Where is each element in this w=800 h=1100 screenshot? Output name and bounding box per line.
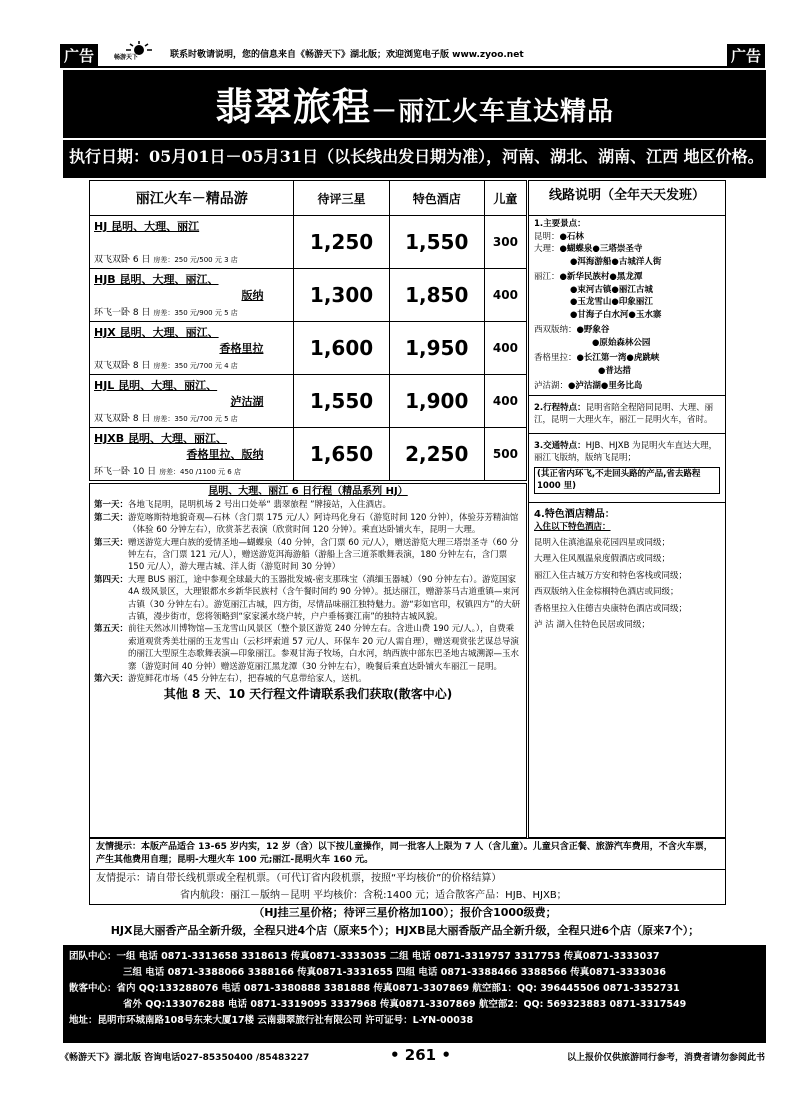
table-row: [90, 375, 527, 428]
itinerary-box: [89, 483, 527, 838]
section-features: 2.行程特点：昆明省陪全程陪同昆明、大理、丽江，昆明－大理火车，丽江－昆明火车，省时。: [534, 402, 714, 425]
itinerary-title: 昆明、大理、丽江 6 日行程（精品系列 HJ）: [208, 486, 408, 497]
contact-line: 三组 电话 0871-3388066 3388166 传真0871-3331655 四组 电话 0871-3388466 3388566 传真0871-3333036: [123, 967, 666, 978]
contact-line: 团队中心：一组 电话 0871-3313658 3318613 传真0871-3333035 二组 电话 0871-3319757 3317753 传真0871-3333037: [69, 951, 660, 962]
itinerary-day: 第二天： 游览喀斯特地貌奇观—石林（含门票 175 元/人）阿诗玛化身石（游览时间 120 分钟），体验芬芳精油馆（体验 60 分钟左右），欣赏茶艺表演（欣赏时间 120 分钟）。乘直达卧铺火车，昆明－大理。: [94, 512, 519, 536]
hotel-line: 大理入住风凰温泉度假酒店或同级；: [534, 554, 671, 564]
spot-line: 泸沽湖：●泸沽湖●里务比岛: [534, 381, 643, 391]
spot-line: ●束河古镇●丽江古城: [570, 284, 653, 295]
execution-period: 执行日期：05月01日－05月31日（以长线出发日期为准），河南、湖北、湖南、江西 地区价格。: [69, 147, 764, 166]
divider: [60, 66, 765, 68]
hotel-line: 香格里拉入住德吉央康特色酒店或同级；: [534, 603, 688, 614]
price-3star: 1,650: [294, 428, 389, 481]
price-hotel: 1,950: [389, 322, 484, 375]
table-row: [90, 428, 527, 481]
route-cell: [90, 269, 294, 322]
section-main-spots: [529, 216, 725, 395]
ad-label-right: 广告: [727, 44, 765, 67]
hotel-line: 昆明入住滇池温泉花园四星或同级；: [534, 537, 671, 548]
route-name: HJL 昆明、大理、丽江、: [94, 379, 218, 392]
brand-name: 畅游天下: [114, 54, 139, 61]
route-name-cont: 香格里拉: [219, 342, 264, 355]
spot-line: ●普达措: [598, 365, 631, 376]
spot-line: 西双版纳：●野象谷: [534, 325, 610, 335]
column-header: 特色酒店: [389, 181, 484, 216]
notes-tip: 省内航段：丽江－版纳－昆明 平均核价：含税:1400 元；适合散客产品：HJB、HJXB；: [180, 890, 567, 901]
price-3star: 1,550: [294, 375, 389, 428]
notes-tip: 友情提示：请自带长线机票或全程机票。（可代订省内段机票，按照“平均核价”的价格结算）: [96, 873, 502, 884]
column-header: 丽江火车－精品游: [90, 181, 294, 216]
route-name-cont: 泸沽湖: [230, 395, 264, 408]
price-3star: 1,250: [294, 216, 389, 269]
table-row: [90, 322, 527, 375]
spot-line: 昆明：●石林: [534, 231, 584, 242]
page-title: 翡翠旅程: [214, 84, 371, 129]
ad-label-left: 广告: [60, 44, 98, 67]
itinerary-day: 第四天： 大理 BUS 丽江，途中参观全球最大的玉器批发城-密支那珠宝（滇缅玉器城）（90 分钟左右）。游览国家 4A 级风景区，大理银都水乡新华民族村（含午餐时间约 90 分钟）。抵达丽江，赠游茶马古道重镇—束河古镇（30 分钟左右）。游览丽江古城，四方街，尽情品味丽江独特魅力。游“彩如官印，权镇四方”的大研古镇，漫步街市，您将领略到“家家溪水绕户转，户户垂杨赛江南”的独特古城风貌。: [94, 574, 521, 623]
page-title-wrap: [63, 76, 766, 131]
route-name: HJB 昆明、大理、丽江、: [94, 273, 219, 286]
route-info: 双飞双卧 6 日 房差：250 元/500 元 3 店: [94, 255, 238, 265]
table-row: [90, 269, 527, 322]
price-table: [89, 180, 527, 481]
spot-line: ●洱海游船●古城洋人街: [570, 256, 662, 267]
route-name: HJ 昆明、大理、丽江: [94, 220, 200, 233]
upgrade-notice: [70, 904, 740, 940]
table-header-row: [90, 181, 527, 216]
hotel-line: 泸 沽 湖入住特色民居或同级；: [534, 620, 650, 630]
note-box: (其正省内环飞,不走回头路的产品,省去路程 1000 里): [534, 467, 720, 494]
itinerary-footer: 其他 8 天、10 天行程文件请联系我们获取(散客中心): [163, 686, 453, 701]
hotel-line: 西双版纳入住金棕榈特色酒店或同级；: [534, 587, 679, 597]
price-child: 300: [484, 216, 526, 269]
contact-line: 省外 QQ:133076288 电话 0871-3319095 3337968 传真0871-3307869 航空部2：QQ: 569323883 0871-3317549: [123, 999, 687, 1010]
route-info: 环飞一卧 10 日 房差：450 /1100 元 6 店: [94, 467, 241, 477]
route-name-cont: 香格里拉、版纳: [186, 448, 264, 461]
itinerary-day: 第三天： 赠送游览大理白族的爱情圣地—蝴蝶泉（40 分钟，含门票 60 元/人），赠送游览大理三塔崇圣寺（60 分钟左右，含门票 121 元/人），赠送游览洱海游船（游船上含三道茶歌舞表演，180 分钟左右，含门票 150 元/人），游大理古城、洋人街（游览时间 30 分钟）: [94, 537, 519, 573]
price-hotel: 1,900: [389, 375, 484, 428]
itinerary-day: 第六天： 游览鲜花市场（45 分钟左右），把春城的气息带给家人，送机。: [94, 674, 367, 685]
price-child: 500: [484, 428, 526, 481]
page-number: • 261 •: [390, 1046, 451, 1064]
route-cell: [90, 322, 294, 375]
table-row: [90, 216, 527, 269]
route-name: HJX 昆明、大理、丽江、: [94, 326, 219, 339]
page-subtitle: －丽江火车直达精品: [371, 97, 615, 127]
top-banner: [60, 38, 765, 68]
contact-line: 散客中心：省内 QQ:133288076 电话 0871-3380888 3381888 传真0871-3307869 航空部1：QQ: 396445506 0871-3352731: [69, 983, 680, 994]
footer-right: 以上报价仅供旅游同行参考，消费者请勿参阅此书: [566, 1053, 765, 1063]
spot-line: 大理：●蝴蝶泉●三塔崇圣寺: [534, 244, 643, 254]
price-hotel: 2,250: [389, 428, 484, 481]
banner-text: 联系时敬请说明，您的信息来自《畅游天下》湖北版；欢迎浏览电子版 www.zyoo.net: [170, 50, 524, 60]
route-notes-title: 线路说明（全年天天发班）: [529, 181, 725, 216]
price-3star: 1,300: [294, 269, 389, 322]
column-header: 待评三星: [294, 181, 389, 216]
notice-line: （HJ挂三星价格；待评三星价格加100）；报价含1000级费；: [253, 906, 557, 919]
price-hotel: 1,850: [389, 269, 484, 322]
price-child: 400: [484, 375, 526, 428]
route-info: 环飞一卧 8 日 房差：350 元/900 元 5 店: [94, 308, 238, 318]
route-cell: [90, 216, 294, 269]
page-header: [63, 70, 766, 178]
spot-line: 丽江：●新华民族村●黑龙潭: [534, 272, 643, 282]
contact-line: 地址：昆明市环城南路108号东来大厦17楼 云南翡翠旅行社有限公司 许可证号：L-YN-00038: [69, 1015, 474, 1026]
spot-line: ●甘海子白水河●玉水寨: [570, 309, 662, 320]
price-3star: 1,600: [294, 322, 389, 375]
price-child: 400: [484, 269, 526, 322]
hotel-line: 丽江入住古城万方安和特色客栈或同级；: [534, 570, 688, 581]
route-notes-panel: [528, 180, 726, 838]
route-name: HJXB 昆明、大理、丽江、: [94, 432, 227, 445]
section-hotels: 4.特色酒店精品： 入住以下特色酒店： 昆明入住滇池温泉花园四星或同级； 大理入住风凰温泉度假酒店或同级； 丽江入住古城万方安和特色客栈或同级； 西双版纳入住金棕榈特色酒店或同级； 香格里拉入住德吉央康特色酒店或同级； 泸 沽 湖入住特色民居或同级；: [529, 503, 725, 634]
price-hotel: 1,550: [389, 216, 484, 269]
spot-line: ●原始森林公园: [592, 337, 651, 348]
section-title: 1.主要景点：: [534, 219, 586, 229]
spot-line: ●玉龙雪山●印象丽江: [570, 297, 653, 307]
column-header: 儿童: [484, 181, 526, 216]
route-cell: [90, 375, 294, 428]
section-transport: 3.交通特点：HJB、HJXB 为昆明火车直达大理，丽江飞版纳，版纳飞昆明； (其正省内环飞,不走回头路的产品,省去路程 1000 里): [529, 434, 725, 496]
divider: [63, 138, 766, 140]
notes-tip: 友情提示：本版产品适合 13-65 岁内实，12 岁（含）以下按儿童操作，同一批客人上限为 7 人（含儿童）。儿童只含正餐、旅游汽车费用，不含火车票，产生其他费用自理；昆明-大理火车 100 元;丽江-昆明火车 160 元。: [90, 839, 725, 870]
itinerary-day: 第五天： 前往天然冰川博物馆—玉龙雪山风景区（整个景区游览 240 分钟左右。含进山费 190 元/人。），自费乘索道观赏秀美壮丽的玉龙雪山（云杉坪索道 57 元/人、环保车 20 元/人需自理），赠送观赏张艺谋总导演的丽江大型原生态歌舞表演—印象丽江。参观甘海子牧场，白水河，纳西族中部东巴圣地古城溯源—玉水寨（游览时间 40 分钟）赠送游览丽江黑龙潭（30 分钟左右），晚餐后乘直达卧铺火车丽江－昆明。: [94, 624, 520, 672]
price-child: 400: [484, 322, 526, 375]
footer-left: 《畅游天下》湖北版 咨询电话027-85350400 /85483227: [60, 1053, 310, 1063]
route-info: 双飞双卧 8 日 房差：350 元/700 元 5 店: [94, 414, 238, 424]
route-name-cont: 版纳: [241, 289, 264, 302]
spot-line: 香格里拉：●长江第一湾●虎跳峡: [534, 353, 660, 363]
page-footer: [60, 1046, 765, 1064]
route-cell: [90, 428, 294, 481]
itinerary-day: 第一天： 各地飞昆明，昆明机场 2 号出口处举“ 翡翠旅程 ”牌接站，入住酒店。: [94, 500, 392, 511]
notes-box: [89, 838, 726, 905]
route-info: 双飞双卧 8 日 房差：350 元/700 元 4 店: [94, 361, 238, 371]
contact-box: [63, 945, 766, 1043]
notice-line: HJX昆大丽香产品全新升级，全程只进4个店（原来5个）；HJXB昆大丽香版产品全新升级，全程只进6个店（原来7个）；: [110, 924, 700, 937]
